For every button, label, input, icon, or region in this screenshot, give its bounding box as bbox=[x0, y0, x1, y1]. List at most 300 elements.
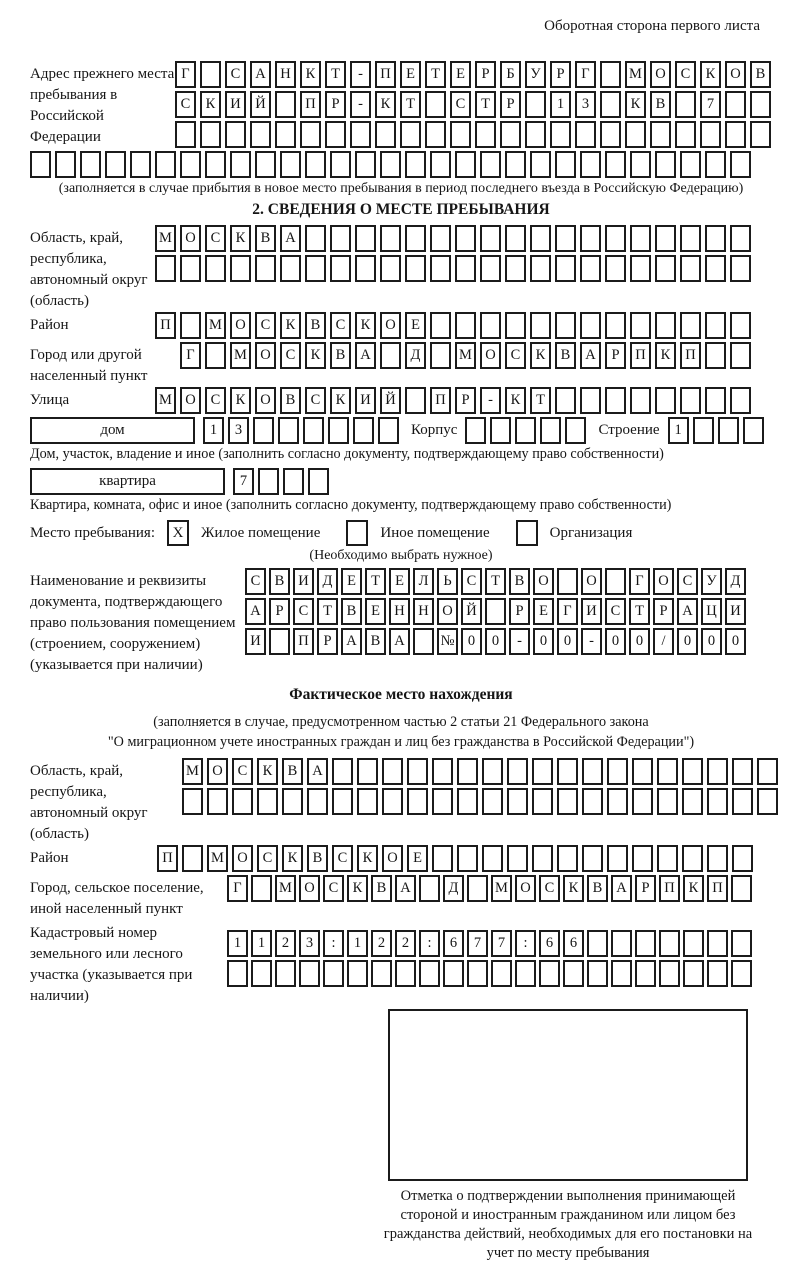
char-cell[interactable]: К bbox=[375, 91, 396, 118]
char-cell[interactable] bbox=[757, 788, 778, 815]
char-cell[interactable] bbox=[200, 121, 221, 148]
char-cell[interactable]: О bbox=[180, 225, 201, 252]
char-cell[interactable]: А bbox=[355, 342, 376, 369]
char-cell[interactable] bbox=[632, 758, 653, 785]
char-cell[interactable] bbox=[693, 417, 714, 444]
char-cell[interactable]: В bbox=[365, 628, 386, 655]
char-cell[interactable] bbox=[730, 225, 751, 252]
char-cell[interactable] bbox=[430, 151, 451, 178]
char-cell[interactable]: В bbox=[341, 598, 362, 625]
char-cell[interactable] bbox=[380, 342, 401, 369]
char-cell[interactable] bbox=[525, 121, 546, 148]
char-cell[interactable] bbox=[430, 255, 451, 282]
char-cell[interactable]: 2 bbox=[275, 930, 296, 957]
char-cell[interactable]: М bbox=[230, 342, 251, 369]
char-cell[interactable]: О bbox=[515, 875, 536, 902]
char-cell[interactable]: В bbox=[269, 568, 290, 595]
char-cell[interactable] bbox=[253, 417, 274, 444]
char-cell[interactable]: К bbox=[355, 312, 376, 339]
char-cell[interactable]: 1 bbox=[668, 417, 689, 444]
char-cell[interactable] bbox=[611, 930, 632, 957]
char-cell[interactable]: У bbox=[525, 61, 546, 88]
char-cell[interactable] bbox=[485, 598, 506, 625]
char-cell[interactable] bbox=[580, 387, 601, 414]
char-cell[interactable]: 1 bbox=[227, 930, 248, 957]
char-cell[interactable] bbox=[743, 417, 764, 444]
char-cell[interactable]: О bbox=[382, 845, 403, 872]
char-cell[interactable] bbox=[180, 312, 201, 339]
char-cell[interactable] bbox=[600, 61, 621, 88]
char-cell[interactable] bbox=[607, 788, 628, 815]
char-cell[interactable] bbox=[332, 788, 353, 815]
char-cell[interactable] bbox=[630, 312, 651, 339]
char-cell[interactable]: 7 bbox=[700, 91, 721, 118]
char-cell[interactable] bbox=[725, 121, 746, 148]
char-cell[interactable] bbox=[655, 225, 676, 252]
char-cell[interactable] bbox=[750, 121, 771, 148]
char-cell[interactable]: И bbox=[355, 387, 376, 414]
char-cell[interactable] bbox=[280, 151, 301, 178]
char-cell[interactable] bbox=[682, 758, 703, 785]
char-cell[interactable]: К bbox=[357, 845, 378, 872]
char-cell[interactable] bbox=[540, 417, 561, 444]
char-cell[interactable] bbox=[105, 151, 126, 178]
char-cell[interactable]: Н bbox=[413, 598, 434, 625]
char-cell[interactable] bbox=[419, 960, 440, 987]
char-cell[interactable] bbox=[630, 225, 651, 252]
char-cell[interactable] bbox=[455, 225, 476, 252]
char-cell[interactable]: Л bbox=[413, 568, 434, 595]
char-cell[interactable] bbox=[630, 151, 651, 178]
char-cell[interactable] bbox=[605, 151, 626, 178]
char-cell[interactable]: С bbox=[677, 568, 698, 595]
char-cell[interactable]: Т bbox=[530, 387, 551, 414]
char-cell[interactable]: Г bbox=[175, 61, 196, 88]
char-cell[interactable] bbox=[659, 930, 680, 957]
char-cell[interactable] bbox=[280, 255, 301, 282]
char-cell[interactable] bbox=[330, 225, 351, 252]
char-cell[interactable] bbox=[555, 387, 576, 414]
char-cell[interactable]: О bbox=[255, 387, 276, 414]
char-cell[interactable] bbox=[532, 788, 553, 815]
char-cell[interactable]: К bbox=[230, 225, 251, 252]
char-cell[interactable]: Т bbox=[365, 568, 386, 595]
char-cell[interactable] bbox=[200, 61, 221, 88]
char-cell[interactable] bbox=[257, 788, 278, 815]
char-cell[interactable] bbox=[707, 788, 728, 815]
char-cell[interactable] bbox=[380, 255, 401, 282]
char-cell[interactable]: К bbox=[563, 875, 584, 902]
char-cell[interactable] bbox=[605, 225, 626, 252]
char-cell[interactable] bbox=[480, 255, 501, 282]
char-cell[interactable] bbox=[400, 121, 421, 148]
char-cell[interactable]: 7 bbox=[233, 468, 254, 495]
char-cell[interactable] bbox=[582, 845, 603, 872]
char-cell[interactable] bbox=[303, 417, 324, 444]
char-cell[interactable] bbox=[555, 255, 576, 282]
char-cell[interactable] bbox=[675, 121, 696, 148]
char-cell[interactable]: О bbox=[533, 568, 554, 595]
char-cell[interactable] bbox=[378, 417, 399, 444]
char-cell[interactable]: 1 bbox=[347, 930, 368, 957]
char-cell[interactable] bbox=[328, 417, 349, 444]
char-cell[interactable]: 6 bbox=[563, 930, 584, 957]
char-cell[interactable] bbox=[632, 788, 653, 815]
char-cell[interactable]: Ь bbox=[437, 568, 458, 595]
char-cell[interactable]: О bbox=[480, 342, 501, 369]
char-cell[interactable]: 2 bbox=[395, 930, 416, 957]
char-cell[interactable] bbox=[180, 151, 201, 178]
char-cell[interactable] bbox=[635, 960, 656, 987]
char-cell[interactable] bbox=[550, 121, 571, 148]
char-cell[interactable]: Й bbox=[461, 598, 482, 625]
char-cell[interactable] bbox=[515, 960, 536, 987]
char-cell[interactable] bbox=[455, 151, 476, 178]
char-cell[interactable] bbox=[580, 151, 601, 178]
char-cell[interactable]: К bbox=[257, 758, 278, 785]
char-cell[interactable] bbox=[683, 960, 704, 987]
char-cell[interactable]: М bbox=[625, 61, 646, 88]
char-cell[interactable]: Р bbox=[550, 61, 571, 88]
char-cell[interactable] bbox=[659, 960, 680, 987]
char-cell[interactable]: В bbox=[587, 875, 608, 902]
char-cell[interactable]: М bbox=[207, 845, 228, 872]
char-cell[interactable]: У bbox=[701, 568, 722, 595]
char-cell[interactable] bbox=[600, 91, 621, 118]
char-cell[interactable]: 1 bbox=[203, 417, 224, 444]
char-cell[interactable] bbox=[682, 788, 703, 815]
char-cell[interactable] bbox=[443, 960, 464, 987]
char-cell[interactable]: О bbox=[653, 568, 674, 595]
char-cell[interactable] bbox=[557, 788, 578, 815]
char-cell[interactable]: В bbox=[750, 61, 771, 88]
char-cell[interactable]: 0 bbox=[701, 628, 722, 655]
char-cell[interactable]: Р bbox=[500, 91, 521, 118]
char-cell[interactable] bbox=[731, 930, 752, 957]
char-cell[interactable] bbox=[705, 387, 726, 414]
char-cell[interactable] bbox=[380, 225, 401, 252]
char-cell[interactable]: С bbox=[332, 845, 353, 872]
char-cell[interactable]: О bbox=[207, 758, 228, 785]
char-cell[interactable]: С bbox=[280, 342, 301, 369]
char-cell[interactable] bbox=[680, 225, 701, 252]
char-cell[interactable]: С bbox=[175, 91, 196, 118]
char-cell[interactable]: Е bbox=[389, 568, 410, 595]
char-cell[interactable] bbox=[465, 417, 486, 444]
char-cell[interactable] bbox=[425, 91, 446, 118]
char-cell[interactable] bbox=[353, 417, 374, 444]
char-cell[interactable] bbox=[582, 788, 603, 815]
char-cell[interactable]: М bbox=[455, 342, 476, 369]
char-cell[interactable] bbox=[430, 342, 451, 369]
char-cell[interactable] bbox=[407, 758, 428, 785]
char-cell[interactable]: В bbox=[280, 387, 301, 414]
char-cell[interactable]: А bbox=[395, 875, 416, 902]
char-cell[interactable]: № bbox=[437, 628, 458, 655]
char-cell[interactable] bbox=[707, 960, 728, 987]
char-cell[interactable] bbox=[457, 788, 478, 815]
char-cell[interactable] bbox=[155, 151, 176, 178]
char-cell[interactable]: С bbox=[205, 225, 226, 252]
char-cell[interactable] bbox=[530, 255, 551, 282]
checkbox-organizatsiya[interactable] bbox=[516, 520, 538, 546]
char-cell[interactable]: С bbox=[305, 387, 326, 414]
char-cell[interactable] bbox=[707, 758, 728, 785]
char-cell[interactable]: М bbox=[205, 312, 226, 339]
char-cell[interactable] bbox=[557, 845, 578, 872]
char-cell[interactable]: К bbox=[200, 91, 221, 118]
char-cell[interactable]: Р bbox=[635, 875, 656, 902]
char-cell[interactable] bbox=[395, 960, 416, 987]
char-cell[interactable] bbox=[282, 788, 303, 815]
char-cell[interactable]: Г bbox=[180, 342, 201, 369]
char-cell[interactable]: 3 bbox=[299, 930, 320, 957]
char-cell[interactable]: С bbox=[323, 875, 344, 902]
char-cell[interactable]: С bbox=[245, 568, 266, 595]
char-cell[interactable] bbox=[299, 960, 320, 987]
char-cell[interactable] bbox=[323, 960, 344, 987]
char-cell[interactable] bbox=[330, 151, 351, 178]
char-cell[interactable] bbox=[682, 845, 703, 872]
char-cell[interactable]: О bbox=[725, 61, 746, 88]
char-cell[interactable]: М bbox=[182, 758, 203, 785]
char-cell[interactable] bbox=[405, 151, 426, 178]
char-cell[interactable]: А bbox=[245, 598, 266, 625]
char-cell[interactable] bbox=[605, 568, 626, 595]
char-cell[interactable]: 6 bbox=[539, 930, 560, 957]
char-cell[interactable] bbox=[575, 121, 596, 148]
char-cell[interactable] bbox=[413, 628, 434, 655]
char-cell[interactable]: : bbox=[323, 930, 344, 957]
char-cell[interactable]: Й bbox=[250, 91, 271, 118]
char-cell[interactable] bbox=[432, 788, 453, 815]
char-cell[interactable]: Г bbox=[227, 875, 248, 902]
char-cell[interactable] bbox=[205, 255, 226, 282]
char-cell[interactable]: Е bbox=[365, 598, 386, 625]
char-cell[interactable] bbox=[130, 151, 151, 178]
char-cell[interactable]: Й bbox=[380, 387, 401, 414]
char-cell[interactable]: П bbox=[293, 628, 314, 655]
char-cell[interactable] bbox=[225, 121, 246, 148]
char-cell[interactable] bbox=[505, 312, 526, 339]
char-cell[interactable]: Е bbox=[533, 598, 554, 625]
char-cell[interactable]: К bbox=[530, 342, 551, 369]
char-cell[interactable] bbox=[563, 960, 584, 987]
char-cell[interactable]: 0 bbox=[533, 628, 554, 655]
char-cell[interactable]: П bbox=[430, 387, 451, 414]
char-cell[interactable] bbox=[625, 121, 646, 148]
char-cell[interactable]: П bbox=[300, 91, 321, 118]
char-cell[interactable] bbox=[730, 342, 751, 369]
char-cell[interactable] bbox=[255, 255, 276, 282]
char-cell[interactable]: Г bbox=[557, 598, 578, 625]
char-cell[interactable]: 1 bbox=[251, 930, 272, 957]
char-cell[interactable]: К bbox=[505, 387, 526, 414]
char-cell[interactable]: 0 bbox=[725, 628, 746, 655]
char-cell[interactable] bbox=[705, 342, 726, 369]
char-cell[interactable] bbox=[371, 960, 392, 987]
char-cell[interactable] bbox=[450, 121, 471, 148]
char-cell[interactable] bbox=[732, 758, 753, 785]
char-cell[interactable] bbox=[251, 875, 272, 902]
char-cell[interactable] bbox=[505, 255, 526, 282]
char-cell[interactable]: Т bbox=[425, 61, 446, 88]
char-cell[interactable]: 2 bbox=[371, 930, 392, 957]
char-cell[interactable]: А bbox=[280, 225, 301, 252]
char-cell[interactable] bbox=[269, 628, 290, 655]
char-cell[interactable] bbox=[555, 225, 576, 252]
char-cell[interactable]: С bbox=[450, 91, 471, 118]
char-cell[interactable] bbox=[175, 121, 196, 148]
char-cell[interactable]: А bbox=[677, 598, 698, 625]
char-cell[interactable] bbox=[680, 312, 701, 339]
char-cell[interactable]: А bbox=[307, 758, 328, 785]
char-cell[interactable] bbox=[507, 788, 528, 815]
char-cell[interactable]: П bbox=[680, 342, 701, 369]
char-cell[interactable]: К bbox=[625, 91, 646, 118]
char-cell[interactable] bbox=[258, 468, 279, 495]
char-cell[interactable] bbox=[707, 930, 728, 957]
char-cell[interactable] bbox=[507, 845, 528, 872]
char-cell[interactable] bbox=[347, 960, 368, 987]
char-cell[interactable]: Р bbox=[509, 598, 530, 625]
char-cell[interactable]: С bbox=[257, 845, 278, 872]
char-cell[interactable] bbox=[325, 121, 346, 148]
char-cell[interactable]: Р bbox=[455, 387, 476, 414]
char-cell[interactable] bbox=[405, 225, 426, 252]
char-cell[interactable] bbox=[332, 758, 353, 785]
char-cell[interactable]: Н bbox=[275, 61, 296, 88]
char-cell[interactable]: 3 bbox=[575, 91, 596, 118]
char-cell[interactable] bbox=[490, 417, 511, 444]
char-cell[interactable]: П bbox=[659, 875, 680, 902]
char-cell[interactable]: А bbox=[341, 628, 362, 655]
char-cell[interactable]: О bbox=[255, 342, 276, 369]
char-cell[interactable] bbox=[732, 788, 753, 815]
char-cell[interactable] bbox=[182, 788, 203, 815]
char-cell[interactable]: М bbox=[491, 875, 512, 902]
char-cell[interactable]: В bbox=[555, 342, 576, 369]
char-cell[interactable] bbox=[655, 387, 676, 414]
char-cell[interactable] bbox=[330, 255, 351, 282]
char-cell[interactable] bbox=[355, 225, 376, 252]
char-cell[interactable]: К bbox=[230, 387, 251, 414]
char-cell[interactable] bbox=[482, 758, 503, 785]
char-cell[interactable] bbox=[732, 845, 753, 872]
char-cell[interactable] bbox=[205, 151, 226, 178]
char-cell[interactable] bbox=[305, 255, 326, 282]
char-cell[interactable]: Д bbox=[725, 568, 746, 595]
char-cell[interactable] bbox=[500, 121, 521, 148]
char-cell[interactable]: Р bbox=[325, 91, 346, 118]
char-cell[interactable]: К bbox=[347, 875, 368, 902]
char-cell[interactable] bbox=[505, 151, 526, 178]
stamp-box[interactable] bbox=[388, 1009, 748, 1181]
char-cell[interactable]: 7 bbox=[467, 930, 488, 957]
char-cell[interactable] bbox=[182, 845, 203, 872]
char-cell[interactable]: С bbox=[539, 875, 560, 902]
char-cell[interactable] bbox=[705, 312, 726, 339]
char-cell[interactable]: С bbox=[505, 342, 526, 369]
char-cell[interactable] bbox=[680, 387, 701, 414]
char-cell[interactable] bbox=[515, 417, 536, 444]
char-cell[interactable]: Т bbox=[400, 91, 421, 118]
char-cell[interactable] bbox=[731, 960, 752, 987]
char-cell[interactable] bbox=[530, 312, 551, 339]
char-cell[interactable] bbox=[580, 312, 601, 339]
char-cell[interactable] bbox=[587, 960, 608, 987]
char-cell[interactable] bbox=[275, 960, 296, 987]
char-cell[interactable] bbox=[730, 312, 751, 339]
char-cell[interactable] bbox=[532, 845, 553, 872]
char-cell[interactable] bbox=[491, 960, 512, 987]
char-cell[interactable] bbox=[207, 788, 228, 815]
char-cell[interactable] bbox=[555, 151, 576, 178]
char-cell[interactable] bbox=[683, 930, 704, 957]
char-cell[interactable]: 0 bbox=[461, 628, 482, 655]
char-cell[interactable]: К bbox=[330, 387, 351, 414]
char-cell[interactable] bbox=[605, 255, 626, 282]
char-cell[interactable] bbox=[580, 255, 601, 282]
char-cell[interactable]: Е bbox=[450, 61, 471, 88]
char-cell[interactable] bbox=[232, 788, 253, 815]
char-cell[interactable]: С bbox=[232, 758, 253, 785]
char-cell[interactable] bbox=[731, 875, 752, 902]
char-cell[interactable]: Е bbox=[407, 845, 428, 872]
char-cell[interactable]: Т bbox=[475, 91, 496, 118]
char-cell[interactable]: В bbox=[650, 91, 671, 118]
char-cell[interactable]: П bbox=[155, 312, 176, 339]
char-cell[interactable] bbox=[382, 788, 403, 815]
char-cell[interactable] bbox=[430, 312, 451, 339]
char-cell[interactable]: О bbox=[581, 568, 602, 595]
char-cell[interactable] bbox=[180, 255, 201, 282]
char-cell[interactable] bbox=[355, 151, 376, 178]
char-cell[interactable]: П bbox=[157, 845, 178, 872]
char-cell[interactable] bbox=[607, 758, 628, 785]
char-cell[interactable] bbox=[580, 225, 601, 252]
char-cell[interactable]: И bbox=[245, 628, 266, 655]
char-cell[interactable]: Р bbox=[475, 61, 496, 88]
char-cell[interactable]: 1 bbox=[550, 91, 571, 118]
char-cell[interactable] bbox=[730, 387, 751, 414]
char-cell[interactable] bbox=[382, 758, 403, 785]
char-cell[interactable]: В bbox=[330, 342, 351, 369]
char-cell[interactable]: Т bbox=[325, 61, 346, 88]
char-cell[interactable] bbox=[230, 151, 251, 178]
char-cell[interactable] bbox=[455, 312, 476, 339]
char-cell[interactable]: О bbox=[230, 312, 251, 339]
char-cell[interactable]: И bbox=[581, 598, 602, 625]
char-cell[interactable] bbox=[457, 845, 478, 872]
char-cell[interactable] bbox=[275, 91, 296, 118]
char-cell[interactable]: - bbox=[509, 628, 530, 655]
char-cell[interactable] bbox=[657, 788, 678, 815]
char-cell[interactable]: В bbox=[307, 845, 328, 872]
char-cell[interactable] bbox=[700, 121, 721, 148]
char-cell[interactable]: 0 bbox=[557, 628, 578, 655]
char-cell[interactable] bbox=[380, 151, 401, 178]
char-cell[interactable] bbox=[80, 151, 101, 178]
char-cell[interactable] bbox=[657, 845, 678, 872]
char-cell[interactable]: В bbox=[509, 568, 530, 595]
char-cell[interactable]: Р bbox=[317, 628, 338, 655]
char-cell[interactable]: С bbox=[293, 598, 314, 625]
char-cell[interactable] bbox=[205, 342, 226, 369]
char-cell[interactable] bbox=[467, 960, 488, 987]
char-cell[interactable]: К bbox=[683, 875, 704, 902]
char-cell[interactable]: С bbox=[605, 598, 626, 625]
